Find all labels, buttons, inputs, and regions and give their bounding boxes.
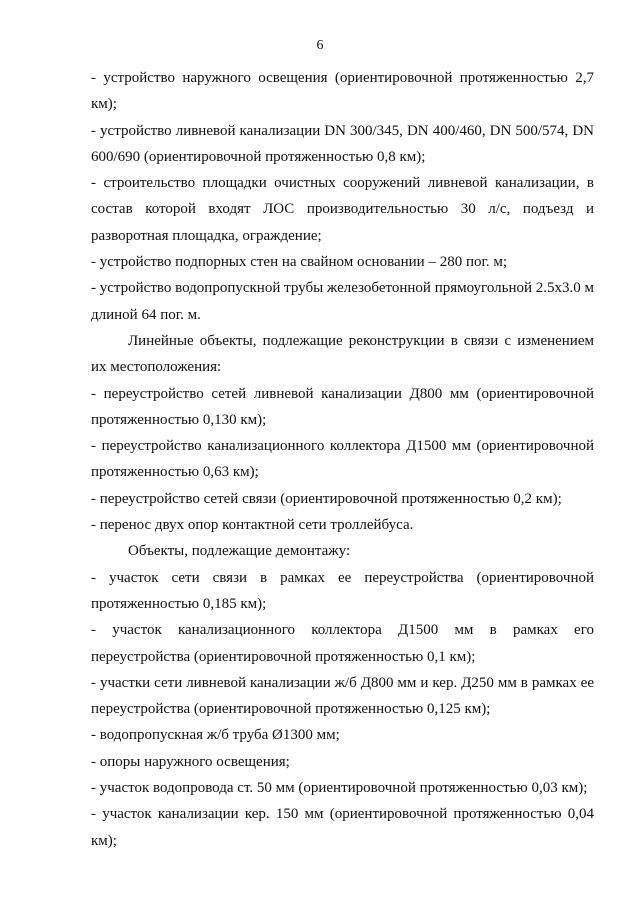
document-body [91, 65, 594, 854]
paragraph: - переустройство сетей ливневой канализации Д800 мм (ориентировочной протяженностью 0,130 км); [91, 385, 594, 428]
paragraph: - участок канализации кер. 150 мм (ориентировочной протяженностью 0,04 км); [91, 806, 594, 849]
paragraph: - водопропускная ж/б труба Ø1300 мм; [91, 727, 340, 744]
paragraph: - устройство наружного освещения (ориентировочной протяженностью 2,7 км); [91, 70, 594, 113]
paragraph: - переустройство сетей связи (ориентировочной протяженностью 0,2 км); [91, 490, 562, 507]
paragraph: - переустройство канализационного коллектора Д1500 мм (ориентировочной протяженностью 0,63 км); [91, 438, 594, 481]
section-heading: Линейные объекты, подлежащие реконструкции в связи с изменением их местоположения: [91, 332, 594, 376]
paragraph: - участок сети связи в рамках ее переустройства (ориентировочной протяженностью 0,185 км); [91, 569, 594, 612]
paragraph: - перенос двух опор контактной сети троллейбуса. [91, 517, 414, 534]
paragraph: - строительство площадки очистных сооружений ливневой канализации, в состав которой входят ЛОС производительностью 30 л/с, подъезд и разворотная площадка, ограждение; [91, 175, 594, 244]
paragraph: - участок канализационного коллектора Д1500 мм в рамках его переустройства (ориентировочной протяженностью 0,1 км); [91, 622, 594, 665]
section-heading: Объекты, подлежащие демонтажу: [128, 543, 351, 560]
paragraph: - опоры наружного освещения; [91, 753, 290, 770]
paragraph: - устройство водопропускной трубы железобетонной прямоугольной 2.5х3.0 м длиной 64 пог. м. [91, 280, 594, 323]
paragraph: - устройство ливневой канализации DN 300/345, DN 400/460, DN 500/574, DN 600/690 (ориентировочной протяженностью 0,8 км); [91, 122, 594, 165]
paragraph: - участки сети ливневой канализации ж/б Д800 мм и кер. Д250 мм в рамках ее переустройства (ориентировочной протяженностью 0,125 км); [91, 674, 594, 718]
paragraph: - участок водопровода ст. 50 мм (ориентировочной протяженностью 0,03 км); [91, 780, 588, 797]
paragraph: - устройство подпорных стен на свайном основании – 280 пог. м; [91, 254, 508, 271]
page-number: 6 [316, 38, 324, 53]
